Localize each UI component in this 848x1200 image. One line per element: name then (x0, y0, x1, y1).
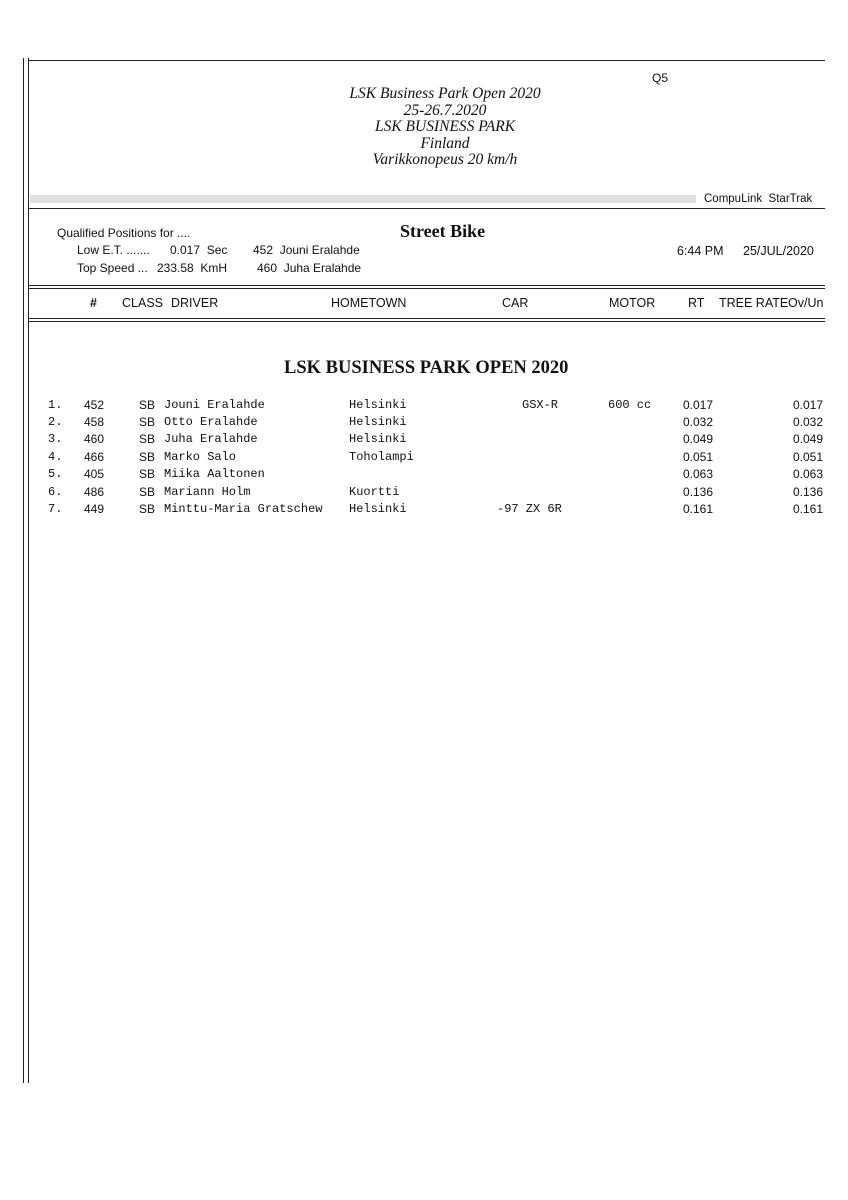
cell-ovun: 0.032 (793, 415, 824, 429)
event-name: LSK Business Park Open 2020 (349, 85, 541, 102)
col-tree-rate: TREE RATE (719, 296, 789, 310)
cell-driver: Miika Aaltonen (164, 467, 265, 481)
table-row (0, 398, 848, 415)
low-et-driver: 452 Jouni Eralahde (253, 243, 360, 257)
cell-number: 452 (84, 398, 105, 412)
cell-car: GSX-R (522, 398, 559, 412)
left-border-inner (28, 58, 29, 1083)
cell-position: 3. (48, 432, 63, 446)
cell-hometown: Helsinki (349, 415, 407, 429)
cell-class: SB (139, 415, 156, 429)
cell-position: 4. (48, 450, 63, 464)
low-et-value: 0.017 Sec (170, 243, 228, 257)
header-rule-bottom-1 (28, 318, 825, 319)
cell-hometown: Helsinki (349, 432, 407, 446)
cell-position: 6. (48, 485, 63, 499)
col-class: CLASS (122, 296, 163, 310)
table-row (0, 467, 848, 484)
cell-hometown: Kuortti (349, 485, 400, 499)
cell-rt: 0.049 (683, 432, 714, 446)
cell-ovun: 0.017 (793, 398, 824, 412)
cell-hometown: Helsinki (349, 502, 407, 516)
cell-ovun: 0.136 (793, 485, 824, 499)
cell-class: SB (139, 398, 156, 412)
cell-class: SB (139, 485, 156, 499)
cell-position: 7. (48, 502, 63, 516)
cell-number: 458 (84, 415, 105, 429)
low-et-label: Low E.T. ....... (77, 243, 150, 257)
cell-driver: Marko Salo (164, 450, 237, 464)
cell-ovun: 0.049 (793, 432, 824, 446)
cell-hometown: Helsinki (349, 398, 407, 412)
cell-driver: Minttu-Maria Gratschew (164, 502, 323, 516)
cell-number: 460 (84, 432, 105, 446)
col-hometown: HOMETOWN (331, 296, 407, 310)
report-time: 6:44 PM (677, 244, 724, 258)
page-code: Q5 (652, 71, 669, 85)
cell-rt: 0.161 (683, 502, 714, 516)
cell-rt: 0.136 (683, 485, 714, 499)
cell-rt: 0.063 (683, 467, 714, 481)
top-speed-driver: 460 Juha Eralahde (257, 261, 362, 275)
cell-position: 2. (48, 415, 63, 429)
top-border (28, 60, 825, 61)
col-car: CAR (502, 296, 529, 310)
event-dates: 25-26.7.2020 (403, 101, 487, 119)
table-row (0, 502, 848, 519)
cell-ovun: 0.063 (793, 467, 824, 481)
section-title: LSK BUSINESS PARK OPEN 2020 (284, 358, 569, 378)
col-driver: DRIVER (171, 296, 219, 310)
cell-ovun: 0.051 (793, 450, 824, 464)
col-rt: RT (688, 296, 705, 310)
qualified-label: Qualified Positions for .... (57, 226, 191, 240)
report-date: 25/JUL/2020 (743, 244, 814, 258)
class-title: Street Bike (400, 221, 486, 241)
cell-position: 5. (48, 467, 63, 481)
cell-rt: 0.032 (683, 415, 714, 429)
dotted-band (30, 195, 696, 203)
event-pit-speed: Varikkonopeus 20 km/h (372, 151, 518, 168)
event-header (240, 86, 650, 169)
cell-rt: 0.051 (683, 450, 714, 464)
header-rule-top-2 (28, 288, 825, 289)
event-venue: LSK BUSINESS PARK (374, 118, 516, 135)
header-rule-top-1 (28, 285, 825, 286)
cell-number: 486 (84, 485, 105, 499)
col-num: # (90, 296, 97, 310)
col-ovun: Ov/Un (788, 296, 824, 310)
cell-class: SB (139, 432, 156, 446)
cell-ovun: 0.161 (793, 502, 824, 516)
event-country: Finland (420, 134, 470, 152)
header-rule-bottom-2 (28, 321, 825, 322)
cell-hometown: Toholampi (349, 450, 414, 464)
col-motor: MOTOR (609, 296, 656, 310)
cell-car: -97 ZX 6R (497, 502, 562, 516)
cell-driver: Otto Eralahde (164, 415, 258, 429)
cell-driver: Juha Eralahde (164, 432, 258, 446)
cell-driver: Jouni Eralahde (164, 398, 265, 412)
cell-number: 405 (84, 467, 105, 481)
credit-rule (28, 208, 825, 209)
cell-number: 449 (84, 502, 105, 516)
system-credit: CompuLink StarTrak (704, 193, 813, 205)
cell-motor: 600 cc (608, 398, 652, 412)
cell-class: SB (139, 450, 156, 464)
cell-driver: Mariann Holm (164, 485, 251, 499)
cell-class: SB (139, 467, 156, 481)
cell-position: 1. (48, 398, 63, 412)
cell-rt: 0.017 (683, 398, 714, 412)
top-speed-label: Top Speed ... (77, 261, 148, 275)
top-speed-value: 233.58 KmH (157, 261, 228, 275)
cell-number: 466 (84, 450, 105, 464)
table-row (0, 450, 848, 467)
table-row (0, 432, 848, 449)
cell-class: SB (139, 502, 156, 516)
left-border-outer (23, 58, 24, 1083)
table-row (0, 485, 848, 502)
table-row (0, 415, 848, 432)
